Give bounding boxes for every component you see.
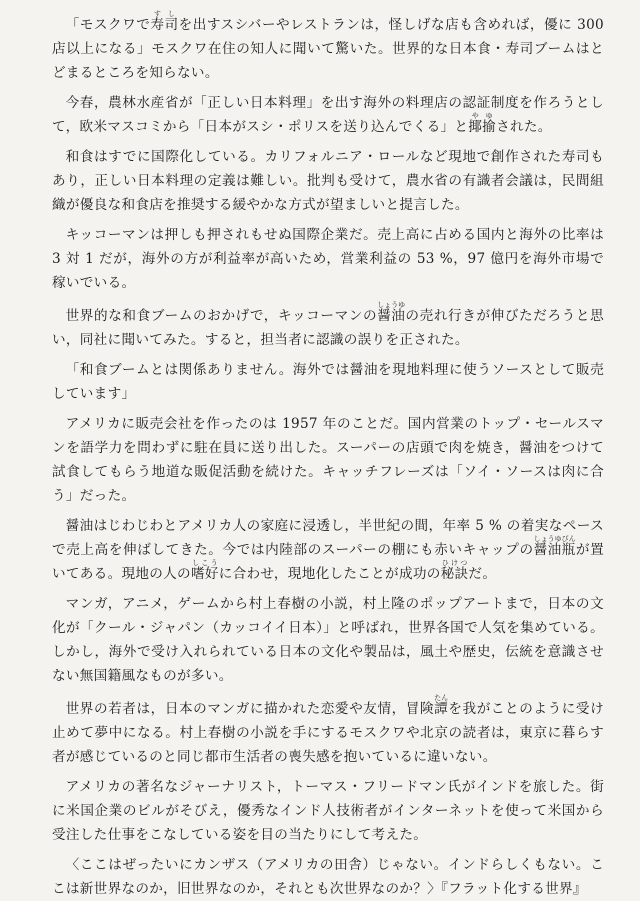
ruby-reading: しょうゆびん: [533, 535, 576, 543]
furigana-word: [468, 112, 497, 135]
article-body: [52, 10, 604, 901]
paragraph: [52, 301, 604, 352]
furigana-word: [440, 559, 469, 582]
paragraph: [52, 91, 604, 139]
paragraph: [52, 412, 604, 508]
ruby-base: 揶揄: [468, 119, 497, 135]
text-run: 〈ここはぜったいにカンザス（アメリカの田舎）じゃない。インドらしくもない。ここは新世界なのか，旧世界なのか，それとも次世界なのか？〉『フラット化する世界』: [52, 857, 604, 897]
ruby-reading: すし: [150, 10, 179, 18]
text-run: 醤油はじわじわとアメリカ人の家庭に浸透し，半世紀の間，年率 5 % の着実なペースで売上高を伸ばしてきた。今では内陸部のスーパーの棚にも赤いキャップの: [52, 518, 604, 558]
ruby-base: 譚: [434, 701, 449, 717]
ruby-reading: やゆ: [468, 112, 497, 120]
text-run: キッコーマンは押しも押されもせぬ国際企業だ。売上高に占める国内と海外の比率は 3 対 1 だが，海外の方が利益率が高いため，営業利益の 53 %，97 億円を海外市場で稼いでいる。: [52, 227, 604, 291]
furigana-word: [190, 559, 219, 582]
ruby-base: 嗜好: [190, 566, 219, 582]
ruby-reading: たん: [434, 694, 449, 702]
text-run: アメリカの著名なジャーナリスト，トーマス・フリードマン氏がインドを旅した。街に米国企業のビルがそびえ，優秀なインド人技術者がインターネットを使って米国から受注した仕事をこなしている姿を目の当たりにして考えた。: [52, 779, 604, 843]
paragraph: [52, 10, 604, 85]
text-run: 今春，農林水産省が「正しい日本料理」を出す海外の料理店の認証制度を作ろうとして，欧米マスコミから「日本がスシ・ポリスを送り込んでくる」と: [52, 95, 604, 135]
text-run: に合わせ，現地化したことが成功の: [218, 566, 441, 582]
text-run: が置いてある。現地の人の: [52, 542, 604, 582]
ruby-reading: ひけつ: [440, 559, 469, 567]
furigana-word: [377, 301, 406, 324]
paragraph: [52, 223, 604, 295]
ruby-base: 醤油: [377, 308, 406, 324]
text-run: マンガ，アニメ，ゲームから村上春樹の小説，村上隆のポップアートまで，日本の文化が「クール・ジャパン（カッコイイ日本）」と呼ばれ，世界各国で人気を集めている。しかし，海外で受け入れられている日本の文化や製品は，風土や歴史，伝統を意識させない無国籍風なものが多い。: [52, 596, 604, 684]
text-run: された。: [496, 119, 552, 135]
furigana-word: [533, 535, 576, 558]
furigana-word: [150, 10, 179, 33]
text-run: だ。: [468, 566, 497, 582]
furigana-word: [434, 694, 449, 717]
text-run: を我がことのように受け止めて夢中になる。村上春樹の小説を手にするモスクワや北京の読者は，東京に暮らす者が感じているのと同じ都市生活者の喪失感を抱いているに違いない。: [52, 701, 604, 765]
paragraph: [52, 514, 604, 586]
text-run: の売れ行きが伸びただろうと思い，同社に聞いてみた。すると，担当者に認識の誤りを正された。: [52, 308, 604, 348]
paragraph: [52, 592, 604, 688]
paragraph: [52, 358, 604, 406]
paragraph: [52, 775, 604, 847]
text-run: を出すスシバーやレストランは，怪しげな店も含めれば，優に 300 店以上になる」モスクワ在住の知人に聞いて驚いた。世界的な日本食・寿司ブームはとどまるところを知らない。: [52, 17, 604, 81]
paragraph: [52, 853, 604, 901]
ruby-reading: しょうゆ: [377, 301, 406, 309]
ruby-base: 寿司: [150, 17, 179, 33]
text-run: 「和食ブームとは関係ありません。海外では醤油を現地料理に使うソースとして販売しています」: [52, 362, 604, 402]
text-run: アメリカに販売会社を作ったのは 1957 年のことだ。国内営業のトップ・セールスマンを語学力を問わずに駐在員に送り出した。スーパーの店頭で肉を焼き，醤油をつけて試食してもらう地道な販促活動を続けた。キャッチフレーズは「ソイ・ソースは肉に合う」だった。: [52, 416, 604, 504]
paragraph: [52, 145, 604, 217]
text-run: 世界の若者は，日本のマンガに描かれた恋愛や友情，冒険: [65, 701, 435, 717]
text-run: 「モスクワで: [65, 17, 151, 33]
ruby-reading: しこう: [190, 559, 219, 567]
ruby-base: 醤油瓶: [533, 542, 576, 558]
paragraph: [52, 694, 604, 769]
ruby-base: 秘訣: [440, 566, 469, 582]
text-run: 世界的な和食ブームのおかげで，キッコーマンの: [65, 308, 378, 324]
text-run: 和食はすでに国際化している。カリフォルニア・ロールなど現地で創作された寿司もあり，正しい日本料理の定義は難しい。批判も受けて，農水省の有識者会議は，民間組織が優良な和食店を推奨する緩やかな方式が望ましいと提言した。: [52, 149, 604, 213]
